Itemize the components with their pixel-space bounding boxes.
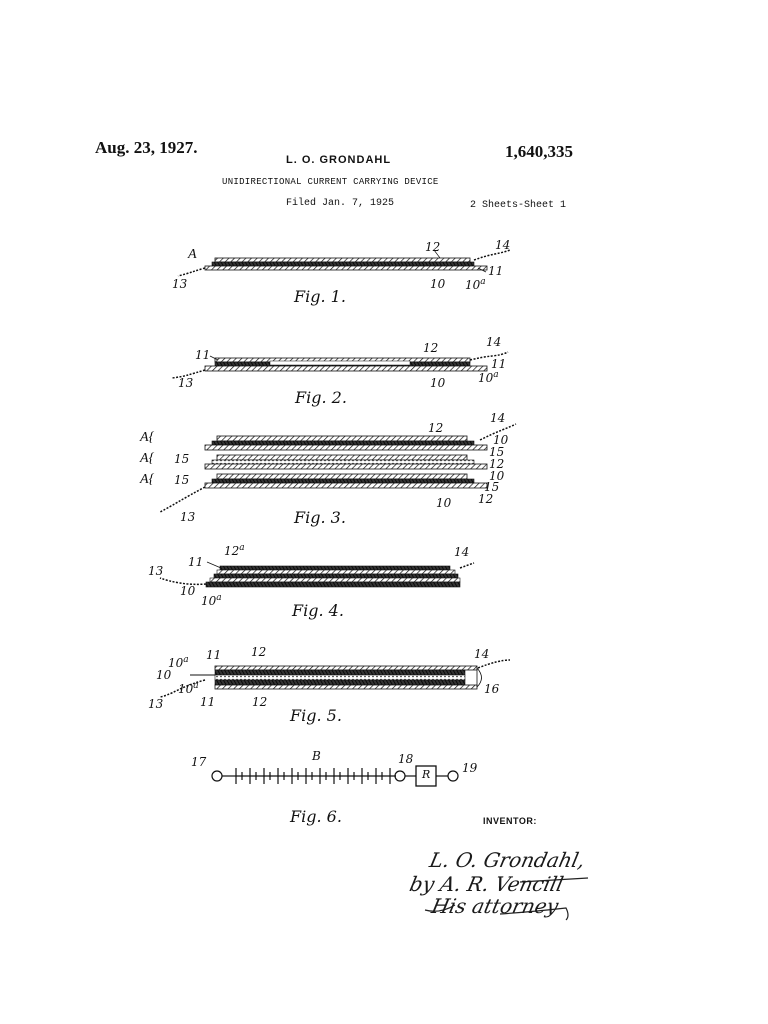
fig2-drawing bbox=[172, 352, 508, 378]
fig4-ref-10a: 10$^a$ bbox=[201, 593, 222, 608]
fig3-ref-12-r3: 12 bbox=[478, 492, 494, 506]
fig3-ref-15-r2: 15 bbox=[484, 480, 500, 494]
fig2-ref-11-right: 11 bbox=[491, 357, 507, 371]
fig4-ref-11: 11 bbox=[188, 555, 204, 569]
patent-title: UNIDIRECTIONAL CURRENT CARRYING DEVICE bbox=[222, 177, 439, 187]
fig3-drawing bbox=[160, 424, 516, 512]
fig1-ref-13: 13 bbox=[172, 277, 188, 291]
inventor-name: L. O. GRONDAHL bbox=[286, 154, 392, 166]
fig3-ref-A-3: A{ bbox=[140, 472, 155, 487]
fig3-ref-10-bottom: 10 bbox=[436, 496, 452, 510]
fig2-ref-12: 12 bbox=[423, 341, 439, 355]
patent-number: 1,640,335 bbox=[505, 142, 573, 161]
fig5-ref-10: 10 bbox=[156, 668, 172, 682]
fig3-ref-14: 14 bbox=[490, 411, 506, 425]
fig6-resistor-label: R bbox=[422, 768, 431, 781]
fig2-ref-14: 14 bbox=[486, 335, 502, 349]
fig5-drawing bbox=[160, 660, 510, 697]
fig2-ref-11-left: 11 bbox=[195, 348, 211, 362]
fig5-ref-12-bottom: 12 bbox=[252, 695, 268, 709]
fig1-ref-A: A bbox=[188, 247, 197, 262]
fig6-caption: Fig. 6. bbox=[290, 807, 342, 826]
fig5-ref-16: 16 bbox=[484, 682, 500, 696]
fig6-ref-B: B bbox=[312, 749, 321, 763]
fig1-ref-10: 10 bbox=[430, 277, 446, 291]
fig5-ref-12-top: 12 bbox=[251, 645, 267, 659]
fig2-ref-10: 10 bbox=[430, 376, 446, 390]
fig6-ref-17: 17 bbox=[191, 755, 207, 769]
fig3-ref-15-left-2: 15 bbox=[174, 473, 190, 487]
fig1-ref-11: 11 bbox=[488, 264, 504, 278]
fig3-caption: Fig. 3. bbox=[294, 508, 346, 527]
fig3-ref-15-r1: 15 bbox=[489, 445, 505, 459]
fig5-ref-13: 13 bbox=[148, 697, 164, 711]
fig1-drawing bbox=[178, 250, 510, 276]
fig3-ref-10-r2: 10 bbox=[489, 469, 505, 483]
fig1-caption: Fig. 1. bbox=[294, 287, 346, 306]
fig3-ref-A-1: A{ bbox=[140, 430, 155, 445]
fig3-ref-A-2: A{ bbox=[140, 451, 155, 466]
fig3-ref-12-top: 12 bbox=[428, 421, 444, 435]
fig3-ref-12-r2: 12 bbox=[489, 457, 505, 471]
fig5-caption: Fig. 5. bbox=[290, 706, 342, 725]
fig2-ref-13: 13 bbox=[178, 376, 194, 390]
fig1-ref-14: 14 bbox=[495, 238, 511, 252]
fig6-ref-19: 19 bbox=[462, 761, 478, 775]
fig1-ref-10a: 10$^a$ bbox=[465, 277, 486, 292]
fig5-ref-10a-bottom: 10$^a$ bbox=[178, 681, 199, 696]
filed-date: Filed Jan. 7, 1925 bbox=[286, 198, 395, 209]
fig4-ref-10: 10 bbox=[180, 584, 196, 598]
fig4-ref-13: 13 bbox=[148, 564, 164, 578]
fig4-caption: Fig. 4. bbox=[292, 601, 344, 620]
fig5-ref-11-top: 11 bbox=[206, 648, 222, 662]
patent-date: Aug. 23, 1927. bbox=[95, 138, 198, 157]
sheet-number: 2 Sheets-Sheet 1 bbox=[470, 200, 567, 211]
fig5-ref-10a-top: 10$^a$ bbox=[168, 655, 189, 670]
fig3-ref-10-r1: 10 bbox=[493, 433, 509, 447]
fig3-ref-13: 13 bbox=[180, 510, 196, 524]
fig3-ref-15-left-1: 15 bbox=[174, 452, 190, 466]
inventor-label: INVENTOR: bbox=[483, 816, 537, 826]
attorney-signature: by A. R. Vencill bbox=[407, 872, 566, 896]
fig4-ref-12a: 12$^a$ bbox=[224, 543, 245, 558]
fig5-ref-11-bottom: 11 bbox=[200, 695, 216, 709]
fig1-ref-12: 12 bbox=[425, 240, 441, 254]
fig4-ref-14: 14 bbox=[454, 545, 470, 559]
fig5-ref-14: 14 bbox=[474, 647, 490, 661]
fig4-drawing bbox=[160, 562, 474, 587]
attorney-role: His attorney bbox=[429, 894, 561, 918]
inventor-signature: L. O. Grondahl, bbox=[427, 848, 588, 872]
fig2-caption: Fig. 2. bbox=[295, 388, 347, 407]
fig2-ref-10a: 10$^a$ bbox=[478, 370, 499, 385]
fig6-ref-18: 18 bbox=[398, 752, 414, 766]
